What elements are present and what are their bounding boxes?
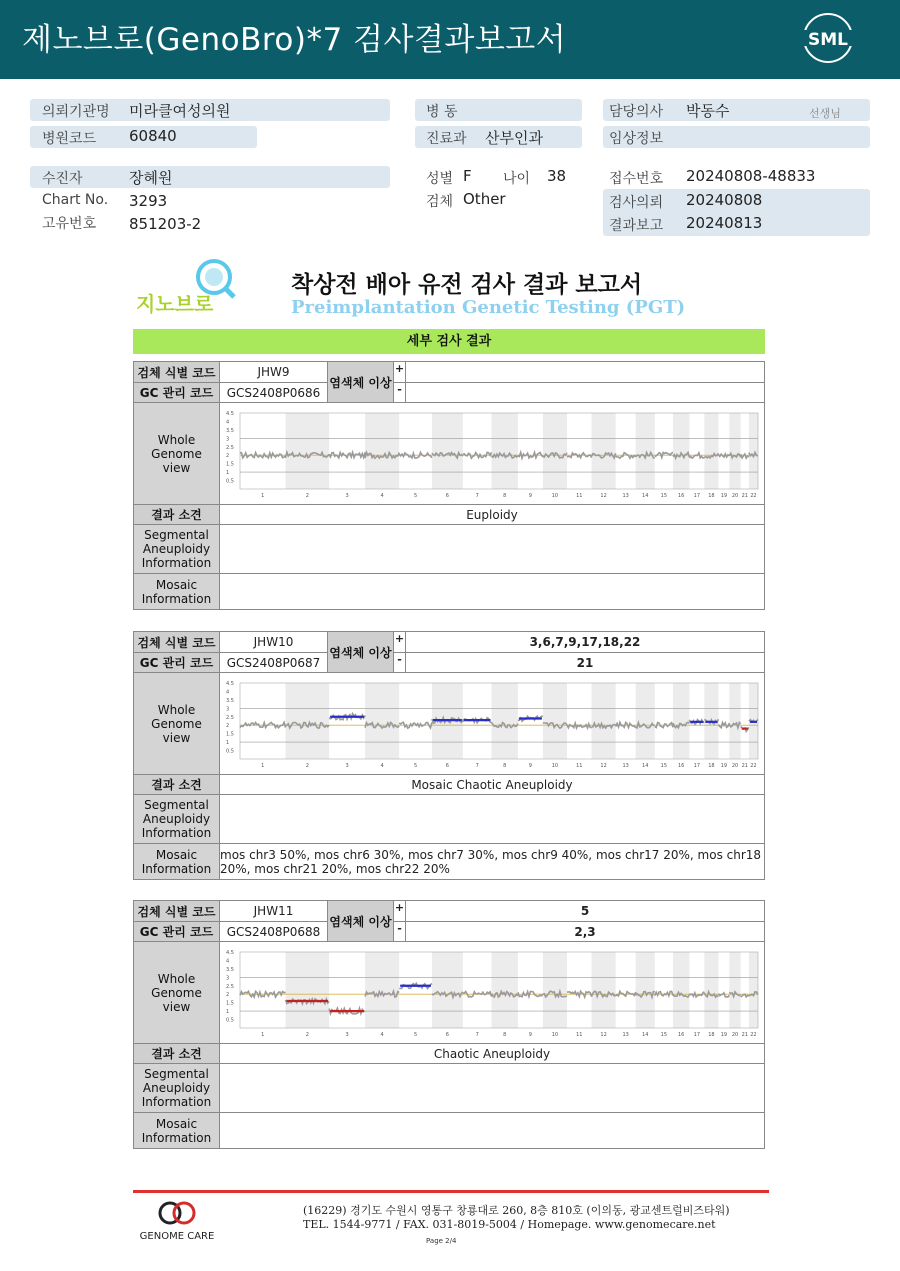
department-label: 진료과: [426, 131, 467, 147]
unique-id-value: 851203-2: [129, 215, 202, 233]
x-tick-label: 3: [345, 1031, 349, 1038]
chromosome-band: [285, 952, 329, 1028]
segmental-value: [220, 525, 765, 574]
y-tick-label: 4.5: [226, 680, 234, 687]
whole-genome-label: [134, 673, 220, 775]
x-tick-label: 20: [731, 1031, 739, 1038]
hospital-code-value: 60840: [129, 127, 177, 145]
x-tick-label: 8: [503, 492, 507, 499]
y-tick-label: 1: [226, 1008, 230, 1015]
x-tick-label: 17: [693, 762, 701, 769]
finding-value: Chaotic Aneuploidy: [220, 1044, 765, 1064]
department-value: 산부인과: [485, 129, 543, 147]
age-value: 38: [547, 167, 567, 185]
x-tick-label: 22: [750, 762, 757, 769]
y-tick-label: 4: [226, 957, 230, 964]
report-subtitle: Preimplantation Genetic Testing (PGT): [291, 297, 686, 318]
x-tick-label: 5: [413, 492, 418, 499]
x-tick-label: 20: [731, 492, 739, 499]
svg-text:지노브로: 지노브로: [136, 292, 214, 316]
x-tick-label: 7: [475, 492, 479, 499]
requested-value: 20240808: [686, 191, 763, 209]
mosaic-label-line: Information: [141, 591, 212, 606]
x-tick-label: 19: [720, 1031, 728, 1038]
x-tick-label: 6: [445, 1031, 449, 1038]
x-tick-label: 14: [642, 492, 649, 499]
genobro-logo: [134, 257, 249, 319]
genome-view-cell: [220, 403, 765, 505]
x-tick-label: 20: [731, 762, 739, 769]
genome-chart: [224, 946, 760, 1040]
y-tick-label: 3: [226, 705, 230, 712]
y-tick-label: 2.5: [226, 444, 234, 451]
x-tick-label: 5: [413, 762, 418, 769]
chromosome-band: [285, 683, 329, 759]
requested-label: 검사의뢰: [609, 195, 664, 211]
y-tick-label: 1.5: [226, 461, 234, 468]
y-tick-label: 2: [226, 991, 230, 998]
sample-table: [133, 900, 765, 1149]
x-tick-label: 6: [445, 492, 449, 499]
chromosome-band: [543, 952, 567, 1028]
chromosome-band: [729, 683, 740, 759]
chromosome-band: [704, 952, 718, 1028]
genome-view-cell: [220, 673, 765, 775]
y-tick-label: 4.5: [226, 410, 234, 417]
specimen-code-value: JHW11: [220, 901, 328, 922]
loss-chromosomes: 2,3: [406, 922, 765, 942]
plus-sign: +: [394, 362, 406, 383]
x-tick-label: 11: [576, 492, 583, 499]
specimen-code-label: 검체 식별 코드: [134, 362, 220, 383]
chromosome-band: [285, 413, 329, 489]
x-tick-label: 8: [503, 1031, 507, 1038]
copy-number-trace: [718, 453, 729, 456]
chromosome-band: [365, 413, 399, 489]
segmental-label-line: Segmental: [144, 798, 209, 812]
x-tick-label: 8: [503, 762, 507, 769]
x-tick-label: 21: [741, 1031, 748, 1038]
institution-value: 미라클여성의원: [129, 102, 231, 120]
chromosome-band: [543, 413, 567, 489]
y-tick-label: 3: [226, 974, 230, 981]
finding-label: 결과 소견: [134, 505, 220, 525]
y-tick-label: 1.5: [226, 1000, 234, 1007]
mosaic-label-line: Mosaic: [155, 577, 198, 592]
mosaic-label-line: Information: [141, 861, 212, 876]
patient-label: 수진자: [42, 171, 83, 187]
x-tick-label: 14: [642, 1031, 649, 1038]
mosaic-value: [220, 1113, 765, 1149]
copy-number-trace: [718, 992, 729, 996]
segmental-label-line: Segmental: [144, 1067, 209, 1081]
doctor-label: 담당의사: [609, 104, 664, 120]
x-tick-label: 19: [720, 762, 728, 769]
abnormality-label: 염색체 이상: [328, 632, 394, 673]
x-tick-label: 15: [660, 762, 668, 769]
x-tick-label: 16: [677, 1031, 685, 1038]
reported-value: 20240813: [686, 214, 763, 232]
abnormality-label: 염색체 이상: [328, 362, 394, 403]
x-tick-label: 10: [551, 1031, 559, 1038]
x-tick-label: 7: [475, 1031, 479, 1038]
mosaic-value: mos chr3 50%, mos chr6 30%, mos chr7 30%, mos chr9 40%, mos chr17 20%, mos chr18 20%, mos chr21 20%, mos chr22 20%: [220, 844, 765, 880]
gc-code-label: GC 관리 코드: [134, 653, 220, 673]
patient-value: 장혜원: [129, 169, 173, 187]
copy-number-trace: [655, 991, 673, 995]
chromosome-band: [636, 952, 655, 1028]
chromosome-band: [636, 413, 655, 489]
loss-chromosomes: [406, 383, 765, 403]
x-tick-label: 22: [750, 1031, 757, 1038]
sml-logo: [802, 12, 854, 64]
minus-sign: -: [394, 383, 406, 403]
page-number: Page 2/4: [426, 1237, 457, 1245]
x-tick-label: 2: [305, 762, 309, 769]
specimen-value: Other: [463, 190, 506, 208]
x-tick-label: 14: [642, 762, 649, 769]
x-tick-label: 10: [551, 762, 559, 769]
x-tick-label: 9: [528, 1031, 532, 1038]
x-tick-label: 3: [345, 762, 349, 769]
mosaic-label: [134, 844, 220, 880]
specimen-code-value: JHW9: [220, 362, 328, 383]
segmental-value: [220, 795, 765, 844]
receipt-label: 접수번호: [609, 171, 664, 187]
hospital-code-label: 병원코드: [42, 131, 97, 147]
chromosome-band: [491, 413, 517, 489]
minus-sign: -: [394, 922, 406, 942]
segmental-label-line: Aneuploidy: [142, 812, 211, 826]
y-tick-label: 2.5: [226, 983, 234, 990]
gc-code-value: GCS2408P0686: [220, 383, 328, 403]
gc-code-label: GC 관리 코드: [134, 922, 220, 942]
finding-label: 결과 소견: [134, 1044, 220, 1064]
copy-number-trace: [741, 454, 749, 458]
chromosome-band: [592, 413, 616, 489]
x-tick-label: 6: [445, 762, 449, 769]
segmental-value: [220, 1064, 765, 1113]
x-tick-label: 4: [380, 1031, 384, 1038]
y-tick-label: 0.5: [226, 748, 234, 755]
x-tick-label: 16: [677, 762, 685, 769]
specimen-code-label: 검체 식별 코드: [134, 632, 220, 653]
finding-value: Mosaic Chaotic Aneuploidy: [220, 775, 765, 795]
x-tick-label: 18: [708, 762, 715, 769]
reported-label: 결과보고: [609, 218, 664, 234]
mosaic-label: [134, 574, 220, 610]
segmental-label-line: Aneuploidy: [142, 1081, 211, 1095]
chromosome-band: [704, 413, 718, 489]
x-tick-label: 19: [720, 492, 728, 499]
specimen-label: 검체: [426, 194, 454, 210]
chromosome-band: [432, 952, 463, 1028]
y-tick-label: 3.5: [226, 697, 234, 704]
x-tick-label: 15: [660, 492, 668, 499]
footer-address-line: (16229) 경기도 수원시 영통구 창룡대로 260, 8층 810호 (이의동, 광교센트럴비즈타워): [303, 1204, 730, 1217]
unique-id-label: 고유번호: [42, 216, 97, 232]
genome-view-cell: [220, 942, 765, 1044]
whole-genome-label-line: view: [162, 999, 191, 1014]
x-tick-label: 1: [261, 492, 265, 499]
y-tick-label: 0.5: [226, 1017, 234, 1024]
x-tick-label: 9: [528, 762, 532, 769]
finding-label: 결과 소견: [134, 775, 220, 795]
x-tick-label: 4: [380, 492, 384, 499]
x-tick-label: 11: [576, 762, 583, 769]
x-tick-label: 21: [741, 492, 748, 499]
chart-no-label: Chart No.: [42, 192, 109, 208]
y-tick-label: 1: [226, 739, 230, 746]
x-tick-label: 11: [576, 1031, 583, 1038]
y-tick-label: 3: [226, 435, 230, 442]
mosaic-value: [220, 574, 765, 610]
mosaic-label: [134, 1113, 220, 1149]
gain-chromosomes: [406, 362, 765, 383]
x-tick-label: 17: [693, 492, 701, 499]
x-tick-label: 9: [528, 492, 532, 499]
whole-genome-label-line: Whole: [157, 432, 196, 447]
section-banner: 세부 검사 결과: [133, 329, 765, 354]
x-tick-label: 1: [261, 762, 265, 769]
segmental-label: [134, 1064, 220, 1113]
sex-value: F: [463, 167, 472, 185]
whole-genome-label: [134, 403, 220, 505]
y-tick-label: 0.5: [226, 478, 234, 485]
whole-genome-label-line: view: [162, 460, 191, 475]
chromosome-band: [592, 952, 616, 1028]
doctor-suffix: 선생님: [809, 107, 841, 120]
segmental-label-line: Information: [141, 826, 212, 840]
whole-genome-label-line: Whole: [157, 702, 196, 717]
ward-label: 병 동: [426, 104, 458, 120]
segmental-label-line: Aneuploidy: [142, 542, 211, 556]
x-tick-label: 15: [660, 1031, 668, 1038]
y-tick-label: 2: [226, 722, 230, 729]
x-tick-label: 10: [551, 492, 559, 499]
sample-table: [133, 631, 765, 880]
copy-number-trace: [616, 991, 636, 996]
svg-text:GENOME CARE: GENOME CARE: [139, 1231, 215, 1242]
whole-genome-label-line: view: [162, 730, 191, 745]
specimen-code-value: JHW10: [220, 632, 328, 653]
minus-sign: -: [394, 653, 406, 673]
plus-sign: +: [394, 632, 406, 653]
x-tick-label: 1: [261, 1031, 265, 1038]
y-tick-label: 2: [226, 452, 230, 459]
chromosome-band: [673, 683, 689, 759]
chromosome-band: [673, 952, 689, 1028]
genome-care-logo: [130, 1198, 225, 1243]
x-tick-label: 7: [475, 762, 479, 769]
segmental-label-line: Segmental: [144, 528, 209, 542]
report-title: 착상전 배아 유전 검사 결과 보고서: [291, 272, 643, 298]
patient-row: [30, 166, 390, 188]
x-tick-label: 12: [600, 492, 607, 499]
chromosome-band: [432, 413, 463, 489]
x-tick-label: 16: [677, 492, 685, 499]
y-tick-label: 3.5: [226, 966, 234, 973]
gc-code-value: GCS2408P0687: [220, 653, 328, 673]
chromosome-band: [365, 683, 399, 759]
chromosome-band: [749, 413, 758, 489]
age-label: 나이: [503, 171, 531, 187]
y-tick-label: 4: [226, 418, 230, 425]
gain-chromosomes: 5: [406, 901, 765, 922]
clinical-label: 임상정보: [609, 131, 664, 147]
specimen-code-label: 검체 식별 코드: [134, 901, 220, 922]
y-tick-label: 4.5: [226, 949, 234, 956]
loss-chromosomes: 21: [406, 653, 765, 673]
y-tick-label: 2.5: [226, 714, 234, 721]
gain-chromosomes: 3,6,7,9,17,18,22: [406, 632, 765, 653]
sample-table: [133, 361, 765, 610]
mosaic-label-line: Mosaic: [155, 847, 198, 862]
chromosome-band: [491, 952, 517, 1028]
chromosome-band: [729, 952, 740, 1028]
x-tick-label: 12: [600, 762, 607, 769]
segmental-label-line: Information: [141, 556, 212, 570]
chromosome-band: [543, 683, 567, 759]
gc-code-label: GC 관리 코드: [134, 383, 220, 403]
institution-label: 의뢰기관명: [42, 104, 110, 120]
genome-chart: [224, 407, 760, 501]
svg-text:SML: SML: [808, 30, 848, 50]
y-tick-label: 1.5: [226, 731, 234, 738]
doctor-value: 박동수: [686, 102, 730, 120]
x-tick-label: 2: [305, 1031, 309, 1038]
finding-value: Euploidy: [220, 505, 765, 525]
whole-genome-label-line: Genome: [151, 716, 202, 731]
sex-label: 성별: [426, 171, 454, 187]
y-tick-label: 1: [226, 469, 230, 476]
y-tick-label: 3.5: [226, 427, 234, 434]
whole-genome-label-line: Genome: [151, 446, 202, 461]
x-tick-label: 3: [345, 492, 349, 499]
x-tick-label: 13: [622, 1031, 629, 1038]
x-tick-label: 12: [600, 1031, 607, 1038]
report-header-title: 제노브로(GenoBro)*7 검사결과보고서: [22, 22, 567, 58]
x-tick-label: 5: [413, 1031, 418, 1038]
genome-chart: [224, 677, 760, 771]
chromosome-band: [729, 413, 740, 489]
x-tick-label: 21: [741, 762, 748, 769]
plus-sign: +: [394, 901, 406, 922]
chromosome-band: [592, 683, 616, 759]
x-tick-label: 17: [693, 1031, 701, 1038]
y-tick-label: 4: [226, 688, 230, 695]
mosaic-label-line: Mosaic: [155, 1116, 198, 1131]
footer-address: [303, 1204, 730, 1232]
chart-no-value: 3293: [129, 192, 168, 210]
segmental-label: [134, 525, 220, 574]
header-bar: [0, 0, 900, 79]
x-tick-label: 18: [708, 492, 715, 499]
chromosome-band: [749, 952, 758, 1028]
x-tick-label: 18: [708, 1031, 715, 1038]
x-tick-label: 13: [622, 492, 629, 499]
whole-genome-label-line: Genome: [151, 985, 202, 1000]
x-tick-label: 4: [380, 762, 384, 769]
whole-genome-label: [134, 942, 220, 1044]
chromosome-band: [673, 413, 689, 489]
x-tick-label: 13: [622, 762, 629, 769]
receipt-value: 20240808-48833: [686, 167, 816, 185]
segmental-label: [134, 795, 220, 844]
x-tick-label: 22: [750, 492, 757, 499]
chromosome-band: [491, 683, 517, 759]
abnormality-label: 염색체 이상: [328, 901, 394, 942]
whole-genome-label-line: Whole: [157, 971, 196, 986]
segmental-label-line: Information: [141, 1095, 212, 1109]
copy-number-trace: [567, 723, 592, 728]
chromosome-band: [365, 952, 399, 1028]
gc-code-value: GCS2408P0688: [220, 922, 328, 942]
footer-contact-line: TEL. 1544-9771 / FAX. 031-8019-5004 / Homepage. www.genomecare.net: [303, 1218, 716, 1231]
footer-rule: [133, 1190, 769, 1193]
x-tick-label: 2: [305, 492, 309, 499]
mosaic-label-line: Information: [141, 1130, 212, 1145]
